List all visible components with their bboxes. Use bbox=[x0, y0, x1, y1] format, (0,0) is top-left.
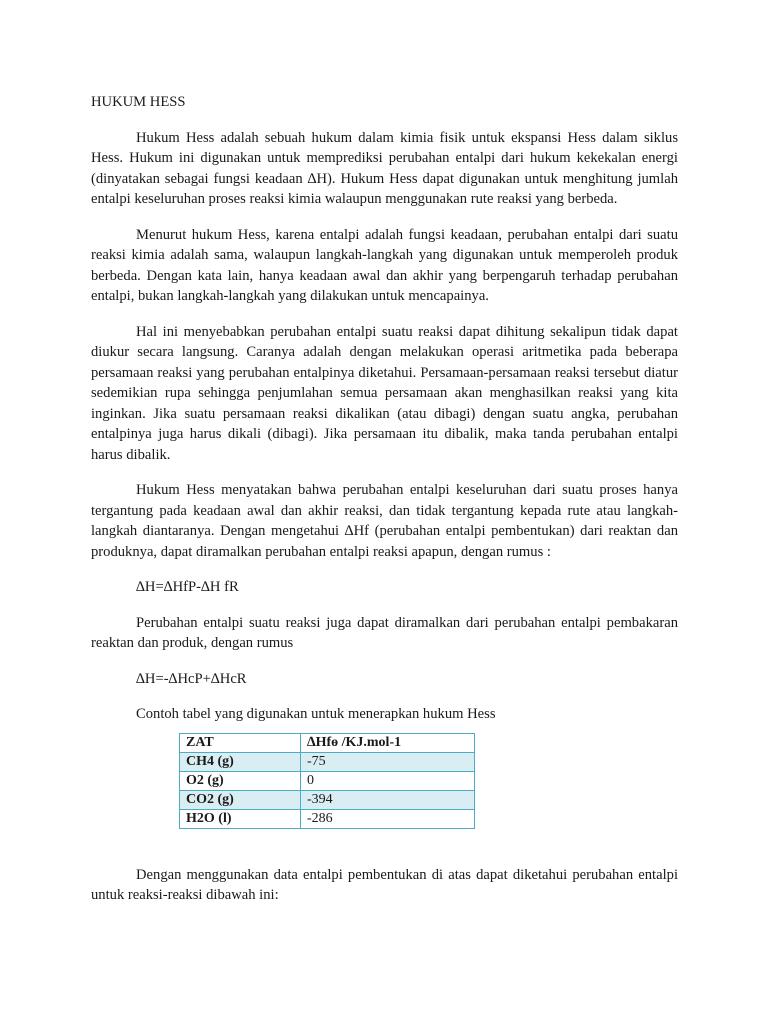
table-cell-substance: O2 (g) bbox=[180, 771, 301, 790]
paragraph-1: Hukum Hess adalah sebuah hukum dalam kimia fisik untuk ekspansi Hess dalam siklus Hess. Hukum ini digunakan untuk memprediksi perubahan entalpi dari hukum kekekalan energi (dinyatakan sebagai fungsi keadaan ∆H). Hukum Hess dapat digunakan untuk menghitung jumlah entalpi keseluruhan proses reaksi kimia walaupun menggunakan rute reaksi yang berbeda. bbox=[91, 129, 678, 207]
table-cell-substance: H2O (l) bbox=[180, 809, 301, 828]
table-row bbox=[180, 771, 475, 790]
closing-paragraph: Dengan menggunakan data entalpi pembentukan di atas dapat diketahui perubahan entalpi untuk reaksi-reaksi dibawah ini: bbox=[91, 866, 678, 903]
table-cell-substance: CH4 (g) bbox=[180, 752, 301, 771]
table-cell-value: -394 bbox=[301, 790, 475, 809]
document-title: HUKUM HESS bbox=[91, 94, 186, 110]
table-row bbox=[180, 752, 475, 771]
formula-combustion: ∆H=-∆HcP+∆HcR bbox=[136, 670, 247, 687]
paragraph-5: Perubahan entalpi suatu reaksi juga dapat diramalkan dari perubahan entalpi pembakaran reaktan dan produk, dengan rumus bbox=[91, 614, 678, 651]
paragraph-3: Hal ini menyebabkan perubahan entalpi suatu reaksi dapat dihitung sekalipun tidak dapat diukur secara langsung. Caranya adalah dengan melakukan operasi aritmetika pada beberapa persamaan reaksi yang perubahan entalpinya diketahui. Persamaan-persamaan reaksi tersebut diatur sedemikian rupa sehingga penjumlahan semua persamaan akan menghasilkan reaksi yang kita inginkan. Jika suatu persamaan reaksi dikalikan (atau dibagi) dengan suatu angka, perubahan entalpinya juga harus dikali (dibagi). Jika persamaan itu dibalik, maka tanda perubahan entalpi harus dibalik. bbox=[91, 323, 678, 463]
table-header-zat: ZAT bbox=[180, 733, 301, 752]
table-cell-value: -286 bbox=[301, 809, 475, 828]
table-caption: Contoh tabel yang digunakan untuk menerapkan hukum Hess bbox=[136, 706, 496, 722]
formula-formation: ∆H=∆HfP-∆H fR bbox=[136, 579, 239, 595]
table-row bbox=[180, 809, 475, 828]
table-cell-value: 0 bbox=[301, 771, 475, 790]
table-row bbox=[180, 790, 475, 809]
paragraph-2: Menurut hukum Hess, karena entalpi adalah fungsi keadaan, perubahan entalpi dari suatu reaksi kimia adalah sama, walaupun langkah-langkah yang digunakan untuk memperoleh produk berbeda. Dengan kata lain, hanya keadaan awal dan akhir yang berpengaruh terhadap perubahan entalpi, bukan langkah-langkah yang dilakukan untuk mencapainya. bbox=[91, 226, 678, 304]
table-header-enthalpy: ∆Hfɵ /KJ.mol-1 bbox=[301, 733, 475, 752]
table-header-row bbox=[180, 733, 475, 752]
enthalpy-table bbox=[179, 733, 475, 829]
paragraph-4: Hukum Hess menyatakan bahwa perubahan entalpi keseluruhan dari suatu proses hanya tergantung pada keadaan awal dan akhir reaksi, dan tidak tergantung kepada rute atau langkah-langkah diantaranya. Dengan mengetahui ∆Hf (perubahan entalpi pembentukan) dari reaktan dan produknya, dapat diramalkan perubahan entalpi reaksi apapun, dengan rumus : bbox=[91, 482, 678, 560]
table-cell-value: -75 bbox=[301, 752, 475, 771]
table-cell-substance: CO2 (g) bbox=[180, 790, 301, 809]
document-page bbox=[91, 92, 678, 921]
